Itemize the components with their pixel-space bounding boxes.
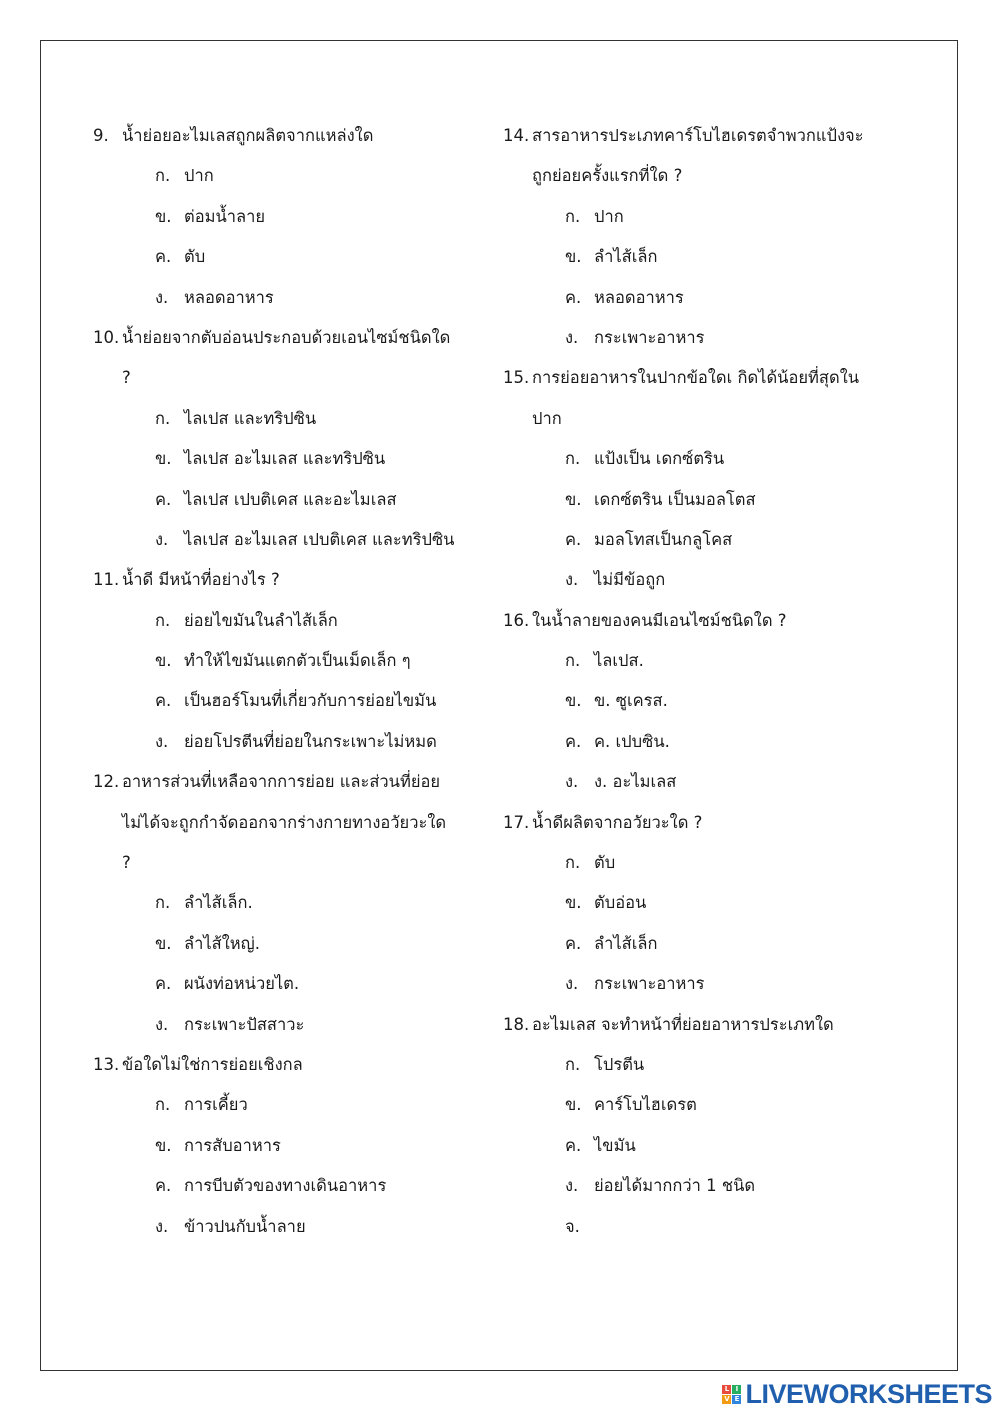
option-letter: ค. — [565, 933, 582, 953]
question-number: 10. — [93, 327, 120, 347]
option-letter: ค. — [155, 247, 172, 267]
answer-option[interactable] — [93, 439, 483, 479]
option-text: ทำให้ไขมันแตกตัวเป็นเม็ดเล็ก ๆ — [184, 651, 411, 671]
answer-option[interactable] — [93, 722, 483, 762]
option-text: โปรตีน — [594, 1054, 645, 1074]
question-text-line — [93, 358, 483, 398]
option-text: ไลเปส อะไมเลส เปบติเคส และทริปซิน — [184, 529, 455, 549]
option-text: ไลเปส. — [594, 651, 644, 671]
option-letter: ข. — [155, 1135, 172, 1155]
answer-option[interactable] — [503, 1166, 903, 1206]
answer-option[interactable] — [93, 480, 483, 520]
option-letter: จ. — [565, 1216, 580, 1236]
answer-option[interactable] — [93, 399, 483, 439]
question-text: ข้อใดไม่ใช่การย่อยเชิงกล — [122, 1054, 303, 1074]
answer-option[interactable] — [503, 924, 903, 964]
right-column — [503, 116, 903, 1247]
option-text: ไลเปส อะไมเลส และทริปซิน — [184, 449, 386, 469]
option-text: ย่อยได้มากกว่า 1 ชนิด — [594, 1176, 756, 1196]
question-number: 13. — [93, 1054, 120, 1074]
left-column — [93, 116, 483, 1247]
option-letter: ก. — [155, 166, 171, 186]
option-text: ตับ — [594, 853, 616, 873]
option-text: มอลโทสเป็นกลูโคส — [594, 529, 733, 549]
logo-badge-letter: L — [722, 1385, 731, 1394]
question-text: น้ำย่อยจากตับอ่อนประกอบด้วยเอนไซม์ชนิดใด — [122, 327, 451, 347]
answer-option[interactable] — [503, 318, 903, 358]
answer-option[interactable] — [93, 924, 483, 964]
option-text: ค. เปบซิน. — [594, 731, 670, 751]
option-text: ไลเปส และทริปซิน — [184, 408, 317, 428]
option-text: ตับ — [184, 247, 206, 267]
option-letter: ง. — [155, 1014, 169, 1034]
option-letter: ค. — [565, 529, 582, 549]
option-text: ปาก — [184, 166, 214, 186]
option-letter: ง. — [155, 529, 169, 549]
option-text: การเคี้ยว — [184, 1095, 248, 1115]
option-text: ลำไส้ใหญ่. — [184, 933, 260, 953]
option-text: ข. ซูเครส. — [594, 691, 668, 711]
option-letter: ง. — [155, 1216, 169, 1236]
question-number: 16. — [503, 610, 530, 630]
option-text: ย่อยไขมันในลำไส้เล็ก — [184, 610, 338, 630]
option-text: ไม่มีข้อถูก — [594, 570, 666, 590]
question-text-line — [93, 843, 483, 883]
answer-option[interactable] — [503, 641, 903, 681]
answer-option[interactable] — [93, 681, 483, 721]
question-text: ในน้ำลายของคนมีเอนไซม์ชนิดใด ? — [532, 610, 787, 630]
option-letter: ง. — [155, 731, 169, 751]
answer-option[interactable] — [93, 601, 483, 641]
question-text-line — [93, 762, 483, 802]
question-number: 17. — [503, 812, 530, 832]
option-text: ลำไส้เล็ก — [594, 933, 658, 953]
question-text-line — [503, 601, 903, 641]
option-text: เดกซ์ตริน เป็นมอลโตส — [594, 489, 756, 509]
question-text: ปาก — [532, 408, 562, 428]
question-text-line — [503, 156, 903, 196]
answer-option[interactable] — [503, 560, 903, 600]
answer-option[interactable] — [503, 964, 903, 1004]
option-text: ไลเปส เปบติเคส และอะไมเลส — [184, 489, 397, 509]
option-letter: ข. — [155, 651, 172, 671]
option-letter: ก. — [155, 408, 171, 428]
question-number: 9. — [93, 126, 109, 145]
question-text-line — [503, 116, 903, 156]
option-letter: ค. — [155, 489, 172, 509]
option-text: การสับอาหาร — [184, 1135, 281, 1155]
option-letter: ง. — [565, 570, 579, 590]
question-text: น้ำดีผลิตจากอวัยวะใด ? — [532, 812, 703, 832]
answer-option[interactable] — [503, 480, 903, 520]
option-letter: ง. — [565, 974, 579, 994]
option-letter: ก. — [565, 206, 581, 226]
answer-option[interactable] — [503, 439, 903, 479]
option-letter: ข. — [565, 489, 582, 509]
option-text: กระเพาะอาหาร — [594, 974, 705, 994]
liveworksheets-logo — [722, 1378, 992, 1409]
question-text: อาหารส่วนที่เหลือจากการย่อย และส่วนที่ย่อย — [122, 772, 441, 792]
option-letter: ข. — [565, 247, 582, 267]
answer-option[interactable] — [93, 156, 483, 196]
option-letter: ง. — [565, 772, 579, 792]
question-text-line — [503, 803, 903, 843]
option-letter: ก. — [565, 449, 581, 469]
answer-option[interactable] — [93, 197, 483, 237]
answer-option[interactable] — [93, 964, 483, 1004]
answer-option[interactable] — [503, 843, 903, 883]
answer-option[interactable] — [503, 722, 903, 762]
option-letter: ข. — [565, 1095, 582, 1115]
option-letter: ง. — [155, 287, 169, 307]
option-text: ตับอ่อน — [594, 893, 647, 913]
answer-option[interactable] — [503, 237, 903, 277]
option-text: หลอดอาหาร — [184, 287, 274, 307]
question-text: การย่อยอาหารในปากข้อใดเ กิดได้น้อยที่สุดใน — [532, 368, 860, 388]
question-text-line — [503, 358, 903, 398]
option-letter: ค. — [155, 974, 172, 994]
option-letter: ก. — [565, 651, 581, 671]
option-letter: ก. — [155, 610, 171, 630]
question-number: 12. — [93, 772, 120, 792]
option-letter: ค. — [565, 731, 582, 751]
answer-option[interactable] — [503, 883, 903, 923]
question-text-line — [503, 399, 903, 439]
answer-option[interactable] — [93, 1085, 483, 1125]
question-text: ? — [122, 853, 131, 873]
option-text: ต่อมน้ำลาย — [184, 206, 266, 226]
option-text: ย่อยโปรตีนที่ย่อยในกระเพาะไม่หมด — [184, 731, 437, 751]
answer-option[interactable] — [503, 1207, 903, 1247]
logo-badge-icon — [722, 1385, 741, 1404]
option-letter: ก. — [155, 893, 171, 913]
answer-option[interactable] — [503, 1126, 903, 1166]
option-text: ลำไส้เล็ก — [594, 247, 658, 267]
option-letter: ค. — [565, 287, 582, 307]
question-number: 15. — [503, 368, 530, 388]
answer-option[interactable] — [503, 762, 903, 802]
question-text: ? — [122, 368, 131, 388]
option-letter: ง. — [565, 327, 579, 347]
option-letter: ค. — [565, 1135, 582, 1155]
option-text: กระเพาะอาหาร — [594, 327, 705, 347]
option-letter: ก. — [565, 853, 581, 873]
option-letter: ค. — [155, 1176, 172, 1196]
answer-option[interactable] — [503, 278, 903, 318]
option-letter: ก. — [565, 1054, 581, 1074]
answer-option[interactable] — [503, 197, 903, 237]
option-letter: ง. — [565, 1176, 579, 1196]
option-letter: ข. — [565, 893, 582, 913]
question-text-line — [503, 1005, 903, 1045]
option-text: การบีบตัวของทางเดินอาหาร — [184, 1176, 387, 1196]
question-text: ถูกย่อยครั้งแรกที่ใด ? — [532, 166, 683, 186]
option-text: หลอดอาหาร — [594, 287, 684, 307]
answer-option[interactable] — [503, 520, 903, 560]
logo-badge-letter: I — [732, 1385, 741, 1394]
question-text: ไม่ได้จะถูกกำจัดออกจากร่างกายทางอวัยวะใด — [122, 812, 447, 832]
option-text: ไขมัน — [594, 1135, 636, 1155]
option-text: ง. อะไมเลส — [594, 772, 677, 792]
option-text: คาร์โบไฮเดรต — [594, 1095, 697, 1115]
logo-badge-letter: V — [724, 1394, 730, 1403]
option-letter: ก. — [155, 1095, 171, 1115]
option-text: ข้าวปนกับน้ำลาย — [184, 1216, 306, 1236]
option-letter: ข. — [155, 933, 172, 953]
answer-option[interactable] — [503, 1085, 903, 1125]
question-text: สารอาหารประเภทคาร์โบไฮเดรตจำพวกแป้งจะ — [532, 126, 864, 145]
logo-text: LIVEWORKSHEETS — [745, 1378, 992, 1409]
option-letter: ข. — [155, 206, 172, 226]
answer-option[interactable] — [93, 237, 483, 277]
option-letter: ข. — [565, 691, 582, 711]
option-text: ลำไส้เล็ก. — [184, 893, 253, 913]
question-text: น้ำดี มีหน้าที่อย่างไร ? — [122, 570, 280, 590]
option-text: ปาก — [594, 206, 624, 226]
question-text-line — [93, 318, 483, 358]
answer-option[interactable] — [503, 681, 903, 721]
question-text-line — [93, 560, 483, 600]
question-text-line — [93, 116, 483, 156]
option-letter: ข. — [155, 449, 172, 469]
option-text: กระเพาะปัสสาวะ — [184, 1014, 305, 1034]
question-number: 11. — [93, 570, 120, 590]
answer-option[interactable] — [93, 1126, 483, 1166]
answer-option[interactable] — [93, 641, 483, 681]
answer-option[interactable] — [93, 883, 483, 923]
question-number: 14. — [503, 126, 530, 145]
answer-option[interactable] — [93, 1166, 483, 1206]
answer-option[interactable] — [93, 520, 483, 560]
question-text-line — [93, 1045, 483, 1085]
answer-option[interactable] — [93, 278, 483, 318]
option-text: เป็นฮอร์โมนที่เกี่ยวกับการย่อยไขมัน — [184, 691, 437, 711]
logo-badge-letter: E — [732, 1395, 741, 1404]
question-text: อะไมเลส จะทำหน้าที่ย่อยอาหารประเภทใด — [532, 1014, 834, 1034]
question-text-line — [93, 803, 483, 843]
answer-option[interactable] — [93, 1005, 483, 1045]
question-text: น้ำย่อยอะไมเลสถูกผลิตจากแหล่งใด — [122, 126, 374, 145]
option-letter: ค. — [155, 691, 172, 711]
option-text: ผนังท่อหน่วยไต. — [184, 974, 300, 994]
question-number: 18. — [503, 1014, 530, 1034]
answer-option[interactable] — [503, 1045, 903, 1085]
option-text: แป้งเป็น เดกซ์ตริน — [594, 449, 725, 469]
answer-option[interactable] — [93, 1207, 483, 1247]
